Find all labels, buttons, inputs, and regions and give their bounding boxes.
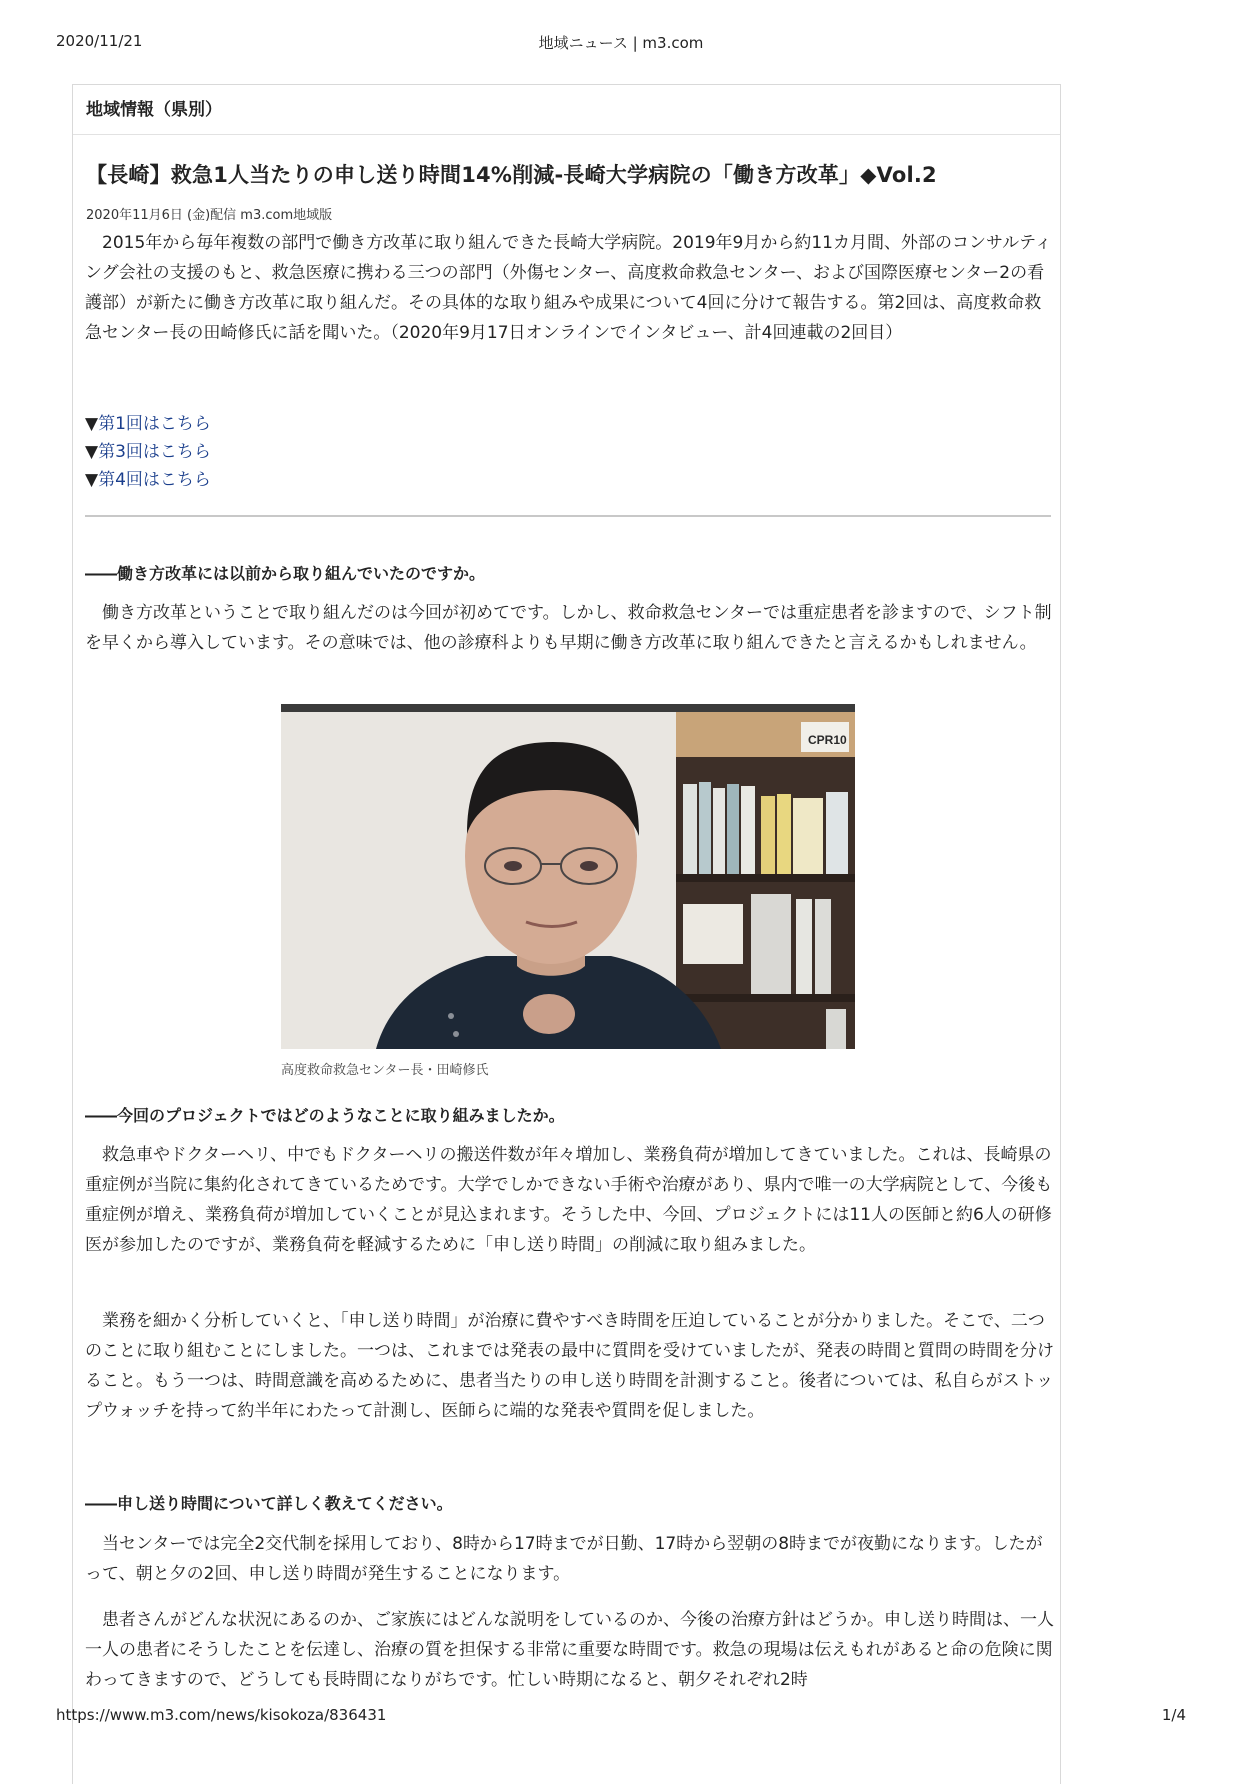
print-date: 2020/11/21 [56,32,143,50]
answer-2-paragraph-2: 業務を細かく分析していくと、「申し送り時間」が治療に費やすべき時間を圧迫していることが分かりました。そこで、二つのことに取り組むことにしました。一つは、これまでは発表の最中に質問を受けていましたが、発表の時間と質問の時間を分けること。もう一つは、時間意識を高めるために、患者当たりの申し送り時間を計測すること。後者については、私自らがストップウォッチを持って約半年にわたって計測し、医師らに端的な発表や質問を促しました。 [85,1311,1054,1421]
question-2: ――今回のプロジェクトではどのようなことに取り組みましたか。 [85,1106,565,1125]
article-frame [72,84,1061,1784]
question-1: ――働き方改革には以前から取り組んでいたのですか。 [85,564,486,583]
print-page-number: 1/4 [1161,1706,1186,1724]
series-link-3[interactable]: ▼第3回はこちら [85,442,211,462]
article-headline: 【長崎】救急1人当たりの申し送り時間14%削減-長崎大学病院の「働き方改革」◆Vol.2 [86,163,937,187]
series-link-3-label[interactable]: 第3回はこちら [98,442,211,462]
interview-photo [281,704,855,1049]
intro-block [85,228,1055,348]
interview-photo-illustration [281,704,855,1049]
answer-2-block [85,1140,1055,1260]
intro-paragraph: 2015年から毎年複数の部門で働き方改革に取り組んできた長崎大学病院。2019年9月から約11カ月間、外部のコンサルティング会社の支援のもと、救急医療に携わる三つの部門（外傷センター、高度救命救急センター、および国際医療センター2の看護部）が新たに働き方改革に取り組んだ。その具体的な取り組みや成果について4回に分けて報告する。第2回は、高度救命救急センター長の田崎修氏に話を聞いた。（2020年9月17日オンラインでインタビュー、計4回連載の2回目） [85,233,1052,343]
answer-1-block [85,598,1055,658]
series-link-4[interactable]: ▼第4回はこちら [85,470,211,490]
question-3: ――申し送り時間について詳しく教えてください。 [85,1494,453,1513]
category-header: 地域情報（県別） [73,85,1060,135]
series-links [85,410,1055,494]
answer-3b-block [85,1605,1055,1695]
print-url: https://www.m3.com/news/kisokoza/836431 [56,1706,387,1724]
series-link-1[interactable]: ▼第1回はこちら [85,414,211,434]
answer-3-paragraph-1: 当センターでは完全2交代制を採用しており、8時から17時までが日勤、17時から翌朝の8時までが夜勤になります。したがって、朝と夕の2回、申し送り時間が発生することになります。 [85,1534,1043,1584]
answer-2-paragraph-1: 救急車やドクターヘリ、中でもドクターヘリの搬送件数が年々増加し、業務負荷が増加してきていました。これは、長崎県の重症例が当院に集約化されてきているためです。大学でしかできない手術や治療があり、県内で唯一の大学病院として、今後も重症例が増え、業務負荷が増加していくことが見込まれます。そうした中、今回、プロジェクトには11人の医師と約6人の研修医が参加したのですが、業務負荷を軽減するために「申し送り時間」の削減に取り組みました。 [85,1145,1053,1255]
answer-3-paragraph-2: 患者さんがどんな状況にあるのか、ご家族にはどんな説明をしているのか、今後の治療方針はどうか。申し送り時間は、一人一人の患者にそうしたことを伝達し、治療の質を担保する非常に重要な時間です。救急の現場は伝えもれがあると命の危険に関わってきますので、どうしても長時間になりがちです。忙しい時期になると、朝夕それぞれ2時 [85,1610,1054,1690]
series-link-1-label[interactable]: 第1回はこちら [98,414,211,434]
print-page-title: 地域ニュース | m3.com [538,34,704,52]
answer-2b-block [85,1306,1055,1426]
answer-1: 働き方改革ということで取り組んだのは今回が初めてです。しかし、救命救急センターでは重症患者を診ますので、シフト制を早くから導入しています。その意味では、他の診療科よりも早期に働き方改革に取り組んできたと言えるかもしれません。 [85,603,1052,653]
photo-caption: 高度救命救急センター長・田崎修氏 [281,1063,489,1078]
article-meta: 2020年11月6日 (金)配信 m3.com地域版 [86,208,333,223]
answer-3-block [85,1529,1055,1589]
section-divider [85,515,1051,517]
cpr-box-label: CPR10 [808,733,847,747]
series-link-4-label[interactable]: 第4回はこちら [98,470,211,490]
